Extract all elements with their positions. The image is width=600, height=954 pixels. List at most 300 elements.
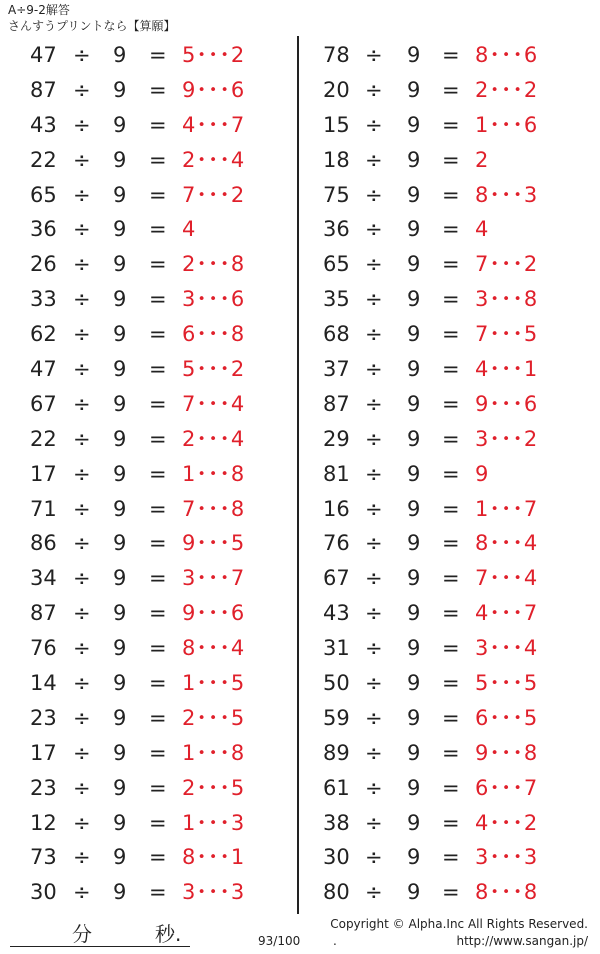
- page-score: 93/100: [258, 934, 301, 948]
- answer: 6･･･7: [475, 775, 539, 800]
- equals-sign: =: [149, 147, 167, 172]
- equals-sign: =: [442, 112, 460, 137]
- dividend: 29: [323, 426, 350, 451]
- answer: 7･･･4: [182, 391, 246, 416]
- divisor: 9: [113, 426, 127, 451]
- answer: 9: [475, 461, 490, 486]
- equals-sign: =: [149, 775, 167, 800]
- divide-sign: ÷: [365, 357, 383, 382]
- divisor: 9: [407, 671, 421, 696]
- problem-row: [299, 526, 589, 561]
- problem-row: [299, 352, 589, 387]
- divide-sign: ÷: [73, 601, 91, 626]
- divisor: 9: [113, 77, 127, 102]
- equals-sign: =: [442, 740, 460, 765]
- answer: 1･･･5: [182, 671, 246, 696]
- equals-sign: =: [442, 43, 460, 67]
- dividend: 47: [30, 357, 57, 382]
- equals-sign: =: [149, 566, 167, 591]
- dividend: 67: [323, 566, 350, 591]
- dividend: 87: [30, 77, 57, 102]
- divide-sign: ÷: [73, 461, 91, 486]
- dividend: 50: [323, 671, 350, 696]
- equals-sign: =: [442, 880, 460, 905]
- equals-sign: =: [149, 705, 167, 730]
- divide-sign: ÷: [73, 77, 91, 102]
- problem-row: [299, 282, 589, 317]
- answer: 2･･･4: [182, 426, 246, 451]
- divisor: 9: [407, 880, 421, 905]
- equals-sign: =: [442, 775, 460, 800]
- dividend: 23: [30, 775, 57, 800]
- problem-row: [0, 73, 290, 108]
- divide-sign: ÷: [365, 636, 383, 661]
- answer: 3･･･3: [182, 880, 246, 905]
- divisor: 9: [113, 531, 127, 556]
- equals-sign: =: [149, 461, 167, 486]
- answer: 5･･･2: [182, 357, 246, 382]
- problem-row: [0, 247, 290, 282]
- divide-sign: ÷: [365, 566, 383, 591]
- equals-sign: =: [149, 740, 167, 765]
- problem-row: [299, 806, 589, 841]
- problem-row: [0, 666, 290, 701]
- dividend: 37: [323, 357, 350, 382]
- divide-sign: ÷: [73, 531, 91, 556]
- dividend: 43: [30, 112, 57, 137]
- divisor: 9: [113, 636, 127, 661]
- equals-sign: =: [442, 426, 460, 451]
- divide-sign: ÷: [365, 531, 383, 556]
- answer: 5･･･5: [475, 671, 539, 696]
- answer: 1･･･8: [182, 740, 246, 765]
- divisor: 9: [407, 252, 421, 277]
- answer: 8･･･3: [475, 182, 539, 207]
- problem-row: [299, 108, 589, 143]
- equals-sign: =: [442, 391, 460, 416]
- dividend: 17: [30, 461, 57, 486]
- dividend: 65: [30, 182, 57, 207]
- divide-sign: ÷: [365, 601, 383, 626]
- dividend: 30: [30, 880, 57, 905]
- divide-sign: ÷: [73, 845, 91, 870]
- dividend: 23: [30, 705, 57, 730]
- answer: 4: [182, 217, 197, 242]
- equals-sign: =: [442, 217, 460, 242]
- divide-sign: ÷: [365, 287, 383, 312]
- problem-row: [299, 701, 589, 736]
- problem-row: [299, 387, 589, 422]
- equals-sign: =: [442, 636, 460, 661]
- divisor: 9: [113, 601, 127, 626]
- dividend: 34: [30, 566, 57, 591]
- problem-row: [299, 247, 589, 282]
- divide-sign: ÷: [73, 740, 91, 765]
- problem-row: [299, 875, 589, 910]
- dividend: 12: [30, 810, 57, 835]
- answer: 5･･･2: [182, 43, 246, 67]
- divisor: 9: [113, 182, 127, 207]
- dividend: 36: [30, 217, 57, 242]
- problem-row: [0, 561, 290, 596]
- problem-row: [0, 457, 290, 492]
- answer: 2･･･5: [182, 775, 246, 800]
- equals-sign: =: [442, 810, 460, 835]
- dividend: 14: [30, 671, 57, 696]
- problem-row: [299, 38, 589, 73]
- problem-row: [0, 701, 290, 736]
- equals-sign: =: [442, 566, 460, 591]
- divisor: 9: [407, 426, 421, 451]
- equals-sign: =: [149, 182, 167, 207]
- divide-sign: ÷: [73, 357, 91, 382]
- problem-row: [299, 317, 589, 352]
- seconds-label: 秒.: [155, 922, 182, 946]
- divisor: 9: [113, 357, 127, 382]
- answer: 9･･･6: [182, 601, 246, 626]
- dividend: 73: [30, 845, 57, 870]
- answer: 2･･･4: [182, 147, 246, 172]
- divisor: 9: [407, 461, 421, 486]
- problem-row: [299, 596, 589, 631]
- problem-row: [0, 806, 290, 841]
- dividend: 36: [323, 217, 350, 242]
- divide-sign: ÷: [73, 252, 91, 277]
- equals-sign: =: [442, 671, 460, 696]
- answer: 7･･･4: [475, 566, 539, 591]
- dividend: 26: [30, 252, 57, 277]
- dividend: 17: [30, 740, 57, 765]
- answer: 2: [475, 147, 490, 172]
- problem-row: [0, 282, 290, 317]
- dividend: 86: [30, 531, 57, 556]
- equals-sign: =: [442, 357, 460, 382]
- divide-sign: ÷: [73, 43, 91, 67]
- divide-sign: ÷: [365, 810, 383, 835]
- site-url: http://www.sangan.jp/: [456, 934, 588, 948]
- divisor: 9: [113, 810, 127, 835]
- answer: 9･･･6: [182, 77, 246, 102]
- problem-row: [299, 178, 589, 213]
- answer: 7･･･8: [182, 496, 246, 521]
- divisor: 9: [407, 705, 421, 730]
- divide-sign: ÷: [73, 391, 91, 416]
- divisor: 9: [113, 147, 127, 172]
- problem-row: [0, 422, 290, 457]
- divisor: 9: [407, 740, 421, 765]
- equals-sign: =: [442, 252, 460, 277]
- divide-sign: ÷: [365, 112, 383, 137]
- dividend: 35: [323, 287, 350, 312]
- divisor: 9: [407, 810, 421, 835]
- divide-sign: ÷: [365, 43, 383, 67]
- answer: 9･･･5: [182, 531, 246, 556]
- equals-sign: =: [149, 112, 167, 137]
- answer: 8･･･8: [475, 880, 539, 905]
- equals-sign: =: [149, 496, 167, 521]
- dividend: 81: [323, 461, 350, 486]
- divide-sign: ÷: [73, 112, 91, 137]
- equals-sign: =: [442, 496, 460, 521]
- divisor: 9: [407, 147, 421, 172]
- answer: 3･･･3: [475, 845, 539, 870]
- divisor: 9: [407, 43, 421, 67]
- answer: 1･･･8: [182, 461, 246, 486]
- divide-sign: ÷: [73, 880, 91, 905]
- divide-sign: ÷: [73, 182, 91, 207]
- dividend: 22: [30, 147, 57, 172]
- equals-sign: =: [442, 461, 460, 486]
- copyright-block: [330, 916, 588, 950]
- divisor: 9: [113, 496, 127, 521]
- problem-row: [0, 178, 290, 213]
- worksheet-subtitle: さんすうプリントなら【算願】: [8, 19, 176, 33]
- equals-sign: =: [149, 880, 167, 905]
- equals-sign: =: [442, 531, 460, 556]
- equals-sign: =: [149, 217, 167, 242]
- problem-row: [299, 422, 589, 457]
- problem-row: [299, 561, 589, 596]
- equals-sign: =: [442, 147, 460, 172]
- problem-row: [0, 492, 290, 527]
- divisor: 9: [407, 496, 421, 521]
- equals-sign: =: [149, 252, 167, 277]
- dividend: 89: [323, 740, 350, 765]
- dividend: 38: [323, 810, 350, 835]
- divide-sign: ÷: [73, 566, 91, 591]
- divide-sign: ÷: [365, 775, 383, 800]
- divisor: 9: [113, 252, 127, 277]
- divisor: 9: [407, 322, 421, 347]
- problem-row: [299, 736, 589, 771]
- divide-sign: ÷: [73, 705, 91, 730]
- answer: 3･･･6: [182, 287, 246, 312]
- dividend: 62: [30, 322, 57, 347]
- divide-sign: ÷: [365, 426, 383, 451]
- divide-sign: ÷: [365, 845, 383, 870]
- divisor: 9: [407, 636, 421, 661]
- divisor: 9: [113, 880, 127, 905]
- answer: 4･･･2: [475, 810, 539, 835]
- divide-sign: ÷: [365, 182, 383, 207]
- worksheet-header: [8, 2, 176, 34]
- problem-row: [0, 596, 290, 631]
- answer: 2･･･8: [182, 252, 246, 277]
- problem-row: [299, 212, 589, 247]
- dividend: 47: [30, 43, 57, 67]
- dividend: 33: [30, 287, 57, 312]
- right-problem-column: [299, 38, 589, 910]
- dividend: 15: [323, 112, 350, 137]
- equals-sign: =: [149, 845, 167, 870]
- answer: 1･･･7: [475, 496, 539, 521]
- problem-row: [0, 108, 290, 143]
- divide-sign: ÷: [365, 391, 383, 416]
- divide-sign: ÷: [365, 740, 383, 765]
- divide-sign: ÷: [365, 496, 383, 521]
- problem-row: [0, 631, 290, 666]
- divisor: 9: [407, 531, 421, 556]
- answer: 4･･･1: [475, 357, 539, 382]
- dividend: 20: [323, 77, 350, 102]
- answer: 8･･･4: [182, 636, 246, 661]
- dividend: 22: [30, 426, 57, 451]
- divisor: 9: [113, 287, 127, 312]
- dividend: 80: [323, 880, 350, 905]
- answer: 1･･･3: [182, 810, 246, 835]
- equals-sign: =: [149, 357, 167, 382]
- problem-row: [0, 736, 290, 771]
- dividend: 75: [323, 182, 350, 207]
- copyright-text: Copyright © Alpha.Inc All Rights Reserved.: [330, 917, 588, 931]
- dividend: 65: [323, 252, 350, 277]
- dividend: 87: [323, 391, 350, 416]
- divisor: 9: [113, 112, 127, 137]
- divisor: 9: [113, 322, 127, 347]
- divide-sign: ÷: [73, 217, 91, 242]
- dividend: 61: [323, 775, 350, 800]
- problem-row: [299, 666, 589, 701]
- divide-sign: ÷: [365, 77, 383, 102]
- divisor: 9: [407, 217, 421, 242]
- equals-sign: =: [149, 426, 167, 451]
- divisor: 9: [113, 845, 127, 870]
- divide-sign: ÷: [365, 461, 383, 486]
- problem-row: [299, 457, 589, 492]
- answer: 2･･･2: [475, 77, 539, 102]
- problem-row: [0, 387, 290, 422]
- equals-sign: =: [149, 636, 167, 661]
- problem-row: [0, 38, 290, 73]
- equals-sign: =: [149, 77, 167, 102]
- answer: 3･･･8: [475, 287, 539, 312]
- worksheet-title: A÷9-2解答: [8, 3, 70, 17]
- left-problem-column: [0, 38, 290, 910]
- divisor: 9: [407, 775, 421, 800]
- divide-sign: ÷: [365, 671, 383, 696]
- divide-sign: ÷: [73, 426, 91, 451]
- divide-sign: ÷: [365, 147, 383, 172]
- divisor: 9: [407, 601, 421, 626]
- problem-row: [0, 352, 290, 387]
- answer: 4･･･7: [182, 112, 246, 137]
- answer: 3･･･2: [475, 426, 539, 451]
- answer: 9･･･8: [475, 740, 539, 765]
- dividend: 30: [323, 845, 350, 870]
- answer: 3･･･4: [475, 636, 539, 661]
- divisor: 9: [407, 391, 421, 416]
- equals-sign: =: [442, 845, 460, 870]
- answer: 8･･･1: [182, 845, 246, 870]
- divide-sign: ÷: [365, 322, 383, 347]
- equals-sign: =: [149, 287, 167, 312]
- answer: 7･･･2: [182, 182, 246, 207]
- divide-sign: ÷: [365, 252, 383, 277]
- answer: 6･･･5: [475, 705, 539, 730]
- equals-sign: =: [442, 77, 460, 102]
- problem-row: [299, 492, 589, 527]
- equals-sign: =: [149, 322, 167, 347]
- equals-sign: =: [149, 43, 167, 67]
- answer: 8･･･4: [475, 531, 539, 556]
- equals-sign: =: [442, 182, 460, 207]
- dividend: 67: [30, 391, 57, 416]
- divisor: 9: [407, 182, 421, 207]
- equals-sign: =: [149, 531, 167, 556]
- dividend: 76: [30, 636, 57, 661]
- divide-sign: ÷: [365, 705, 383, 730]
- answer: 7･･･2: [475, 252, 539, 277]
- equals-sign: =: [442, 287, 460, 312]
- divisor: 9: [113, 217, 127, 242]
- problem-row: [0, 771, 290, 806]
- dividend: 16: [323, 496, 350, 521]
- divide-sign: ÷: [73, 287, 91, 312]
- problem-row: [0, 526, 290, 561]
- time-record-line: [10, 914, 190, 947]
- problem-row: [299, 840, 589, 875]
- dividend: 43: [323, 601, 350, 626]
- divide-sign: ÷: [73, 810, 91, 835]
- problem-row: [299, 73, 589, 108]
- divisor: 9: [113, 43, 127, 67]
- divisor: 9: [113, 740, 127, 765]
- dividend: 68: [323, 322, 350, 347]
- divisor: 9: [113, 705, 127, 730]
- divisor: 9: [407, 566, 421, 591]
- minutes-label: 分: [72, 922, 92, 946]
- equals-sign: =: [442, 705, 460, 730]
- answer: 8･･･6: [475, 43, 539, 67]
- equals-sign: =: [442, 322, 460, 347]
- divisor: 9: [113, 391, 127, 416]
- divide-sign: ÷: [73, 671, 91, 696]
- divisor: 9: [407, 112, 421, 137]
- answer: 3･･･7: [182, 566, 246, 591]
- divide-sign: ÷: [73, 496, 91, 521]
- divisor: 9: [113, 566, 127, 591]
- divide-sign: ÷: [73, 636, 91, 661]
- equals-sign: =: [442, 601, 460, 626]
- problem-row: [0, 143, 290, 178]
- problem-row: [0, 317, 290, 352]
- divisor: 9: [113, 775, 127, 800]
- dividend: 31: [323, 636, 350, 661]
- problem-row: [299, 143, 589, 178]
- problem-row: [0, 875, 290, 910]
- answer: 2･･･5: [182, 705, 246, 730]
- divisor: 9: [407, 357, 421, 382]
- divisor: 9: [407, 287, 421, 312]
- equals-sign: =: [149, 810, 167, 835]
- answer: 1･･･6: [475, 112, 539, 137]
- divide-sign: ÷: [73, 147, 91, 172]
- equals-sign: =: [149, 671, 167, 696]
- dividend: 78: [323, 43, 350, 67]
- answer: 4･･･7: [475, 601, 539, 626]
- divide-sign: ÷: [365, 880, 383, 905]
- divisor: 9: [407, 845, 421, 870]
- dividend: 59: [323, 705, 350, 730]
- equals-sign: =: [149, 601, 167, 626]
- answer: 7･･･5: [475, 322, 539, 347]
- divisor: 9: [407, 77, 421, 102]
- problem-row: [0, 840, 290, 875]
- divide-sign: ÷: [73, 322, 91, 347]
- dividend: 18: [323, 147, 350, 172]
- dividend: 76: [323, 531, 350, 556]
- answer: 4: [475, 217, 490, 242]
